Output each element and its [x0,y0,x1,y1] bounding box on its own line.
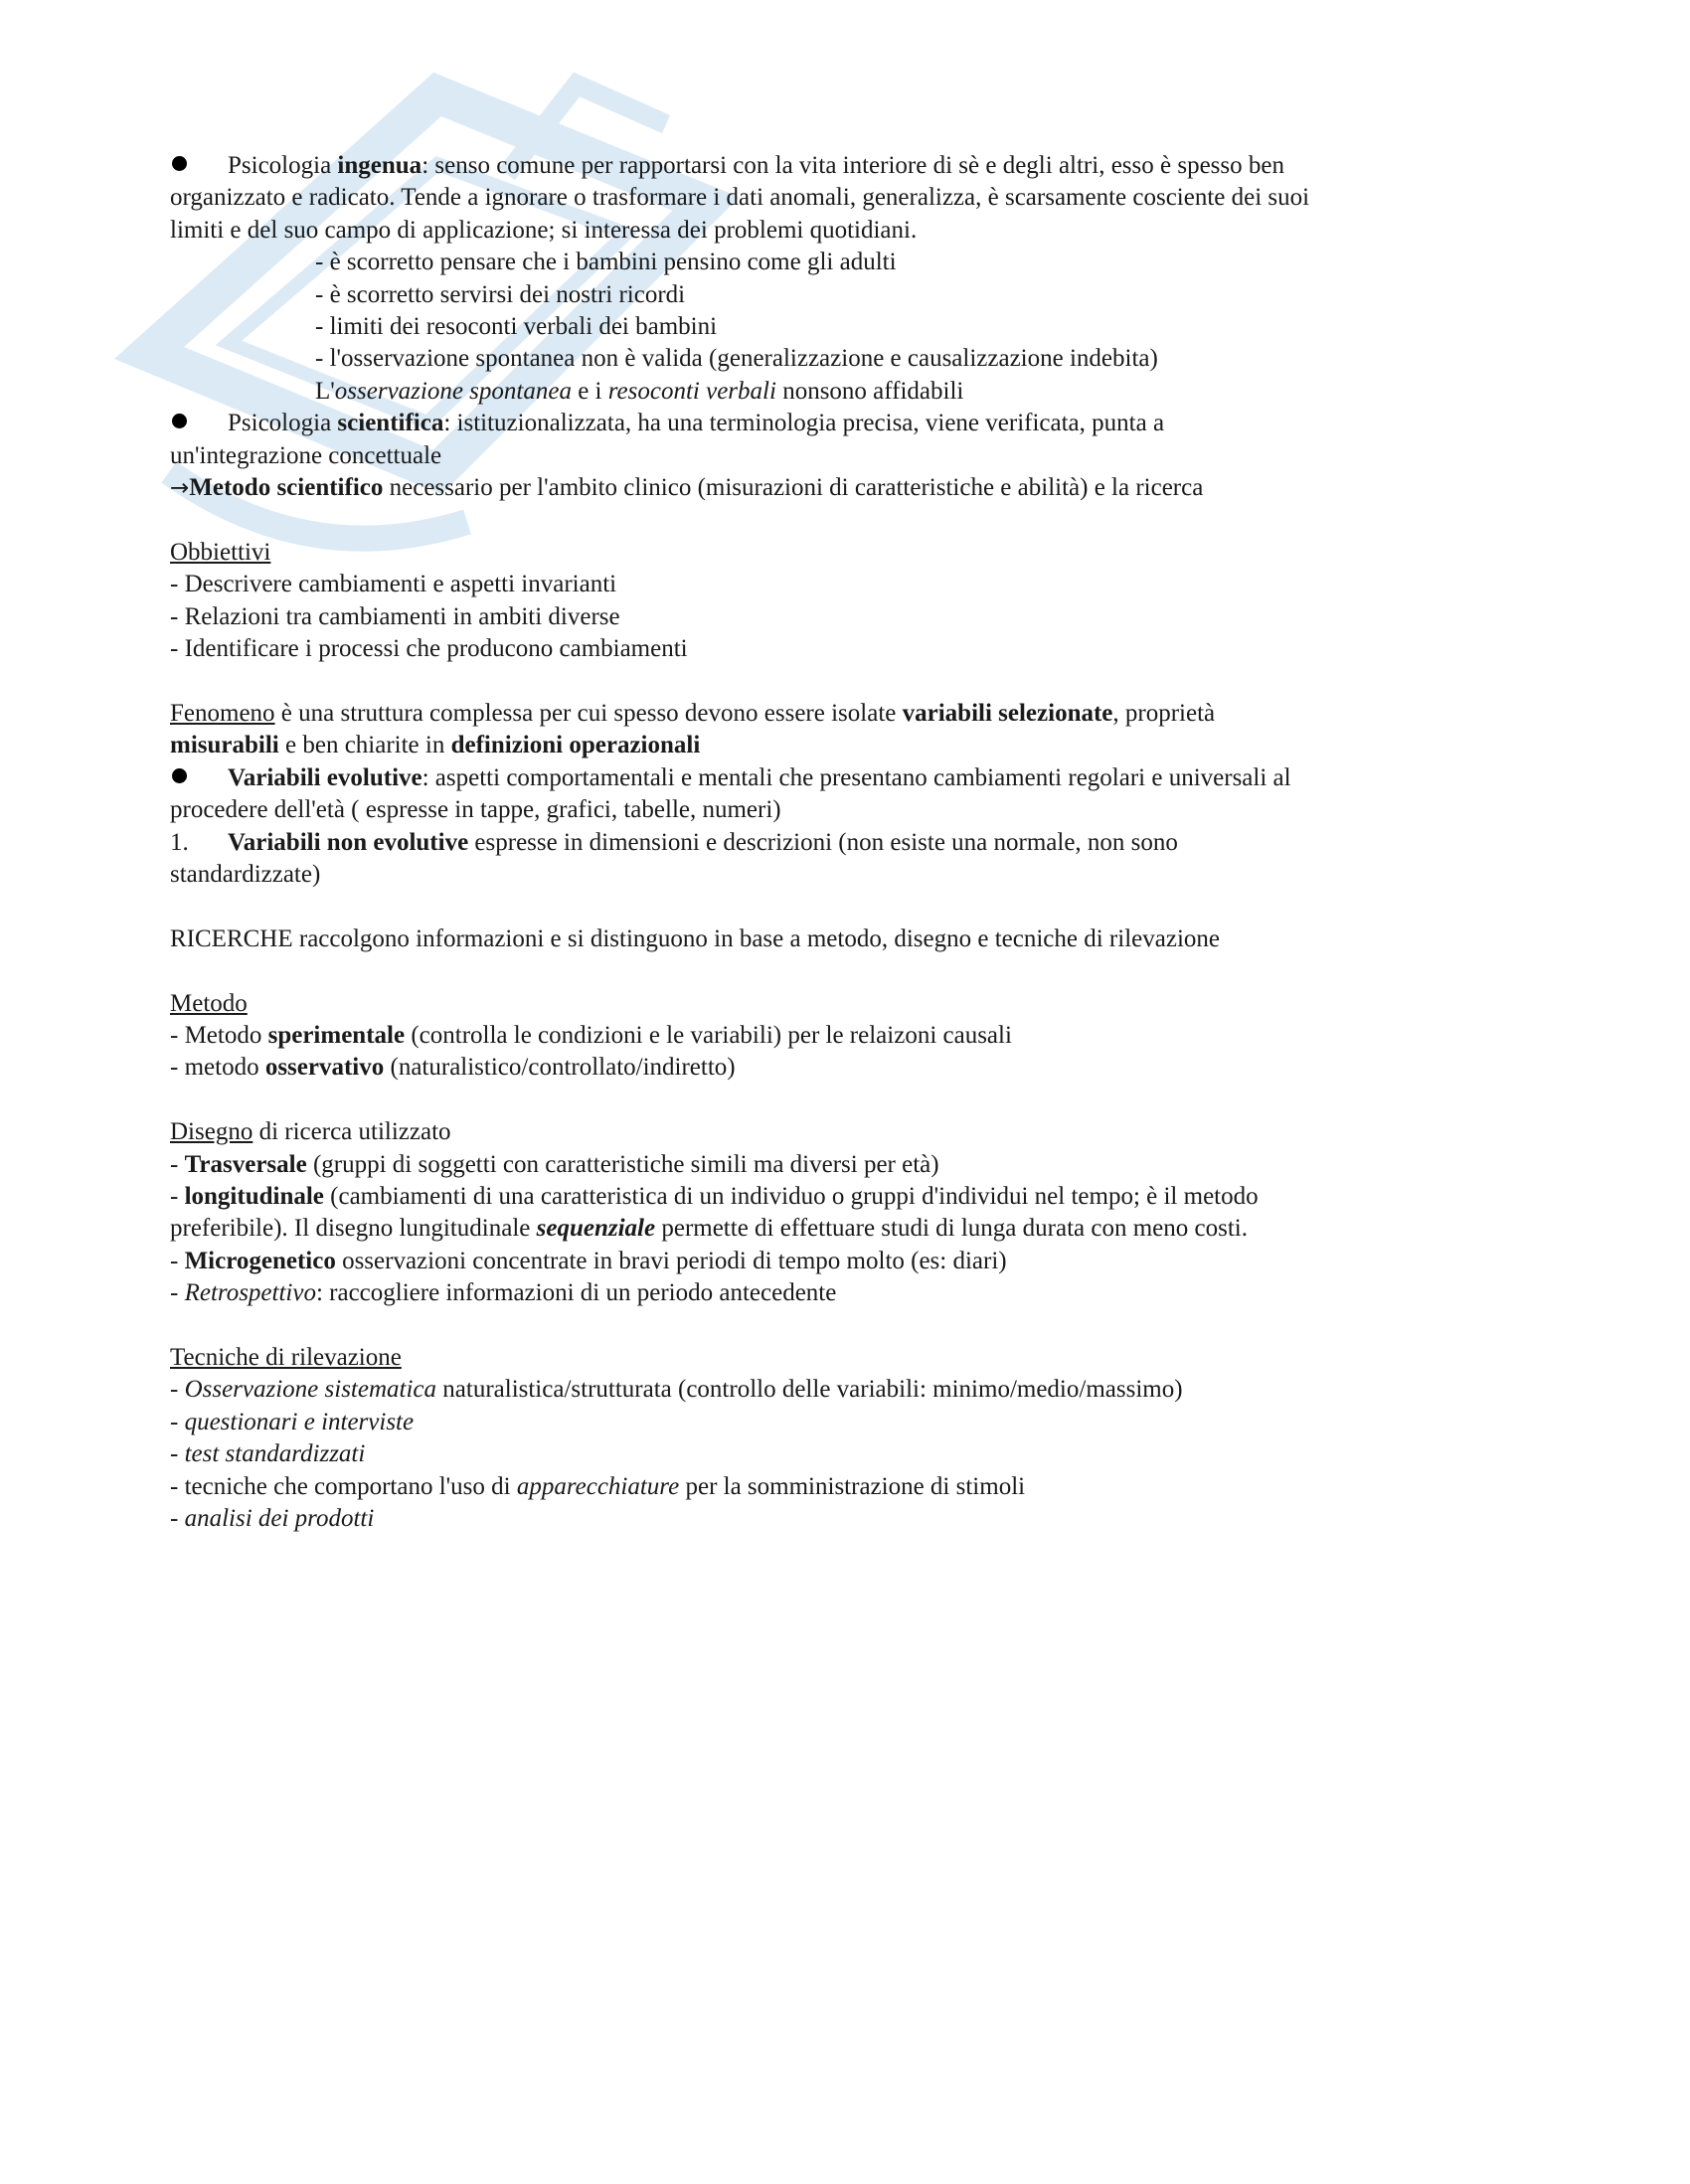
tecniche-item-2: - questionari e interviste [170,1408,415,1435]
variabili-evolutive-line-1: Variabili evolutive: aspetti comportamentali e mentali che presentano cambiamenti regolari e universali al [170,762,1452,794]
ingenua-item-4: - l'osservazione spontanea non è valida (generalizzazione e causalizzazione indebita) [315,345,1158,373]
obbiettivi-item-1: - Descrivere cambiamenti e aspetti invarianti [170,571,617,598]
variabili-non-evolutive-line-2: standardizzate) [170,860,321,888]
variabili-evolutive-line-2: procedere dell'età ( espresse in tappe, grafici, tabelle, numeri) [170,796,781,824]
psicologia-scientifica-line-2: un'integrazione concettuale [170,441,442,469]
metodo-heading: Metodo [170,989,248,1017]
ingenua-item-2: - è scorretto servirsi dei nostri ricordi [315,280,686,308]
tecniche-item-3: - test standardizzati [170,1440,366,1468]
disegno-retrospettivo: - Retrospettivo: raccogliere informazioni di un periodo antecedente [170,1279,837,1307]
psicologia-ingenua-line-2: organizzato e radicato. Tende a ignorare o trasformare i dati anomali, generalizza, è scarsamente cosciente dei suoi [170,184,1310,212]
disegno-longitudinale-line-2: preferibile). Il disegno lungitudinale sequenziale permette di effettuare studi di lunga durata con meno costi. [170,1215,1248,1243]
tecniche-heading: Tecniche di rilevazione [170,1343,402,1371]
obbiettivi-item-3: - Identificare i processi che producono cambiamenti [170,635,688,663]
disegno-trasversale: - Trasversale (gruppi di soggetti con caratteristiche simili ma diversi per età) [170,1150,939,1178]
metodo-scientifico-line: →Metodo scientifico necessario per l'ambito clinico (misurazioni di caratteristiche e abilità) e la ricerca [170,474,1204,502]
metodo-item-1: - Metodo sperimentale (controlla le condizioni e le variabili) per le relaizoni causali [170,1021,1012,1049]
ricerche-line: RICERCHE raccolgono informazioni e si distinguono in base a metodo, disegno e tecniche di rilevazione [170,924,1220,952]
psicologia-ingenua-line-1: Psicologia ingenua: senso comune per rapportarsi con la vita interiore di sè e degli altri, esso è spesso ben [170,150,1452,182]
fenomeno-line-2: misurabili e ben chiarite in definizioni operazionali [170,732,701,759]
disegno-longitudinale-line-1: - longitudinale (cambiamenti di una caratteristica di un individuo o gruppi d'individui nel tempo; è il metodo [170,1182,1259,1210]
obbiettivi-heading: Obbiettivi [170,538,271,566]
metodo-item-2: - metodo osservativo (naturalistico/controllato/indiretto) [170,1054,736,1082]
fenomeno-heading: Fenomeno [170,699,275,727]
bullet-icon [170,150,228,182]
document-page [170,150,1452,1535]
tecniche-item-1: - Osservazione sistematica naturalistica/strutturata (controllo delle variabili: minimo/medio/massimo) [170,1376,1183,1404]
ingenua-item-3: - limiti dei resoconti verbali dei bambini [315,313,718,341]
tecniche-item-5: - analisi dei prodotti [170,1504,375,1532]
psicologia-ingenua-line-3: limiti e del suo campo di applicazione; si interessa dei problemi quotidiani. [170,216,918,244]
bullet-icon [170,408,228,439]
ingenua-item-1: - è scorretto pensare che i bambini pensino come gli adulti [315,249,897,276]
ingenua-conclusion: L'osservazione spontanea e i resoconti verbali nonsono affidabili [315,377,964,405]
psicologia-scientifica-line-1: Psicologia scientifica: istituzionalizzata, ha una terminologia precisa, viene verificata, punta a [170,408,1452,439]
variabili-non-evolutive-line-1: 1. Variabili non evolutive espresse in dimensioni e descrizioni (non esiste una normale, non sono [170,828,1178,856]
fenomeno-line-1: Fenomeno è una struttura complessa per cui spesso devono essere isolate variabili selezionate, proprietà [170,699,1216,727]
disegno-heading: Disegno di ricerca utilizzato [170,1118,451,1146]
arrow-right-icon: → [170,475,190,502]
tecniche-item-4: - tecniche che comportano l'uso di apparecchiature per la somministrazione di stimoli [170,1472,1026,1500]
bullet-icon [170,762,228,794]
disegno-microgenetico: - Microgenetico osservazioni concentrate in bravi periodi di tempo molto (es: diari) [170,1247,1007,1274]
obbiettivi-item-2: - Relazioni tra cambiamenti in ambiti diverse [170,602,620,630]
